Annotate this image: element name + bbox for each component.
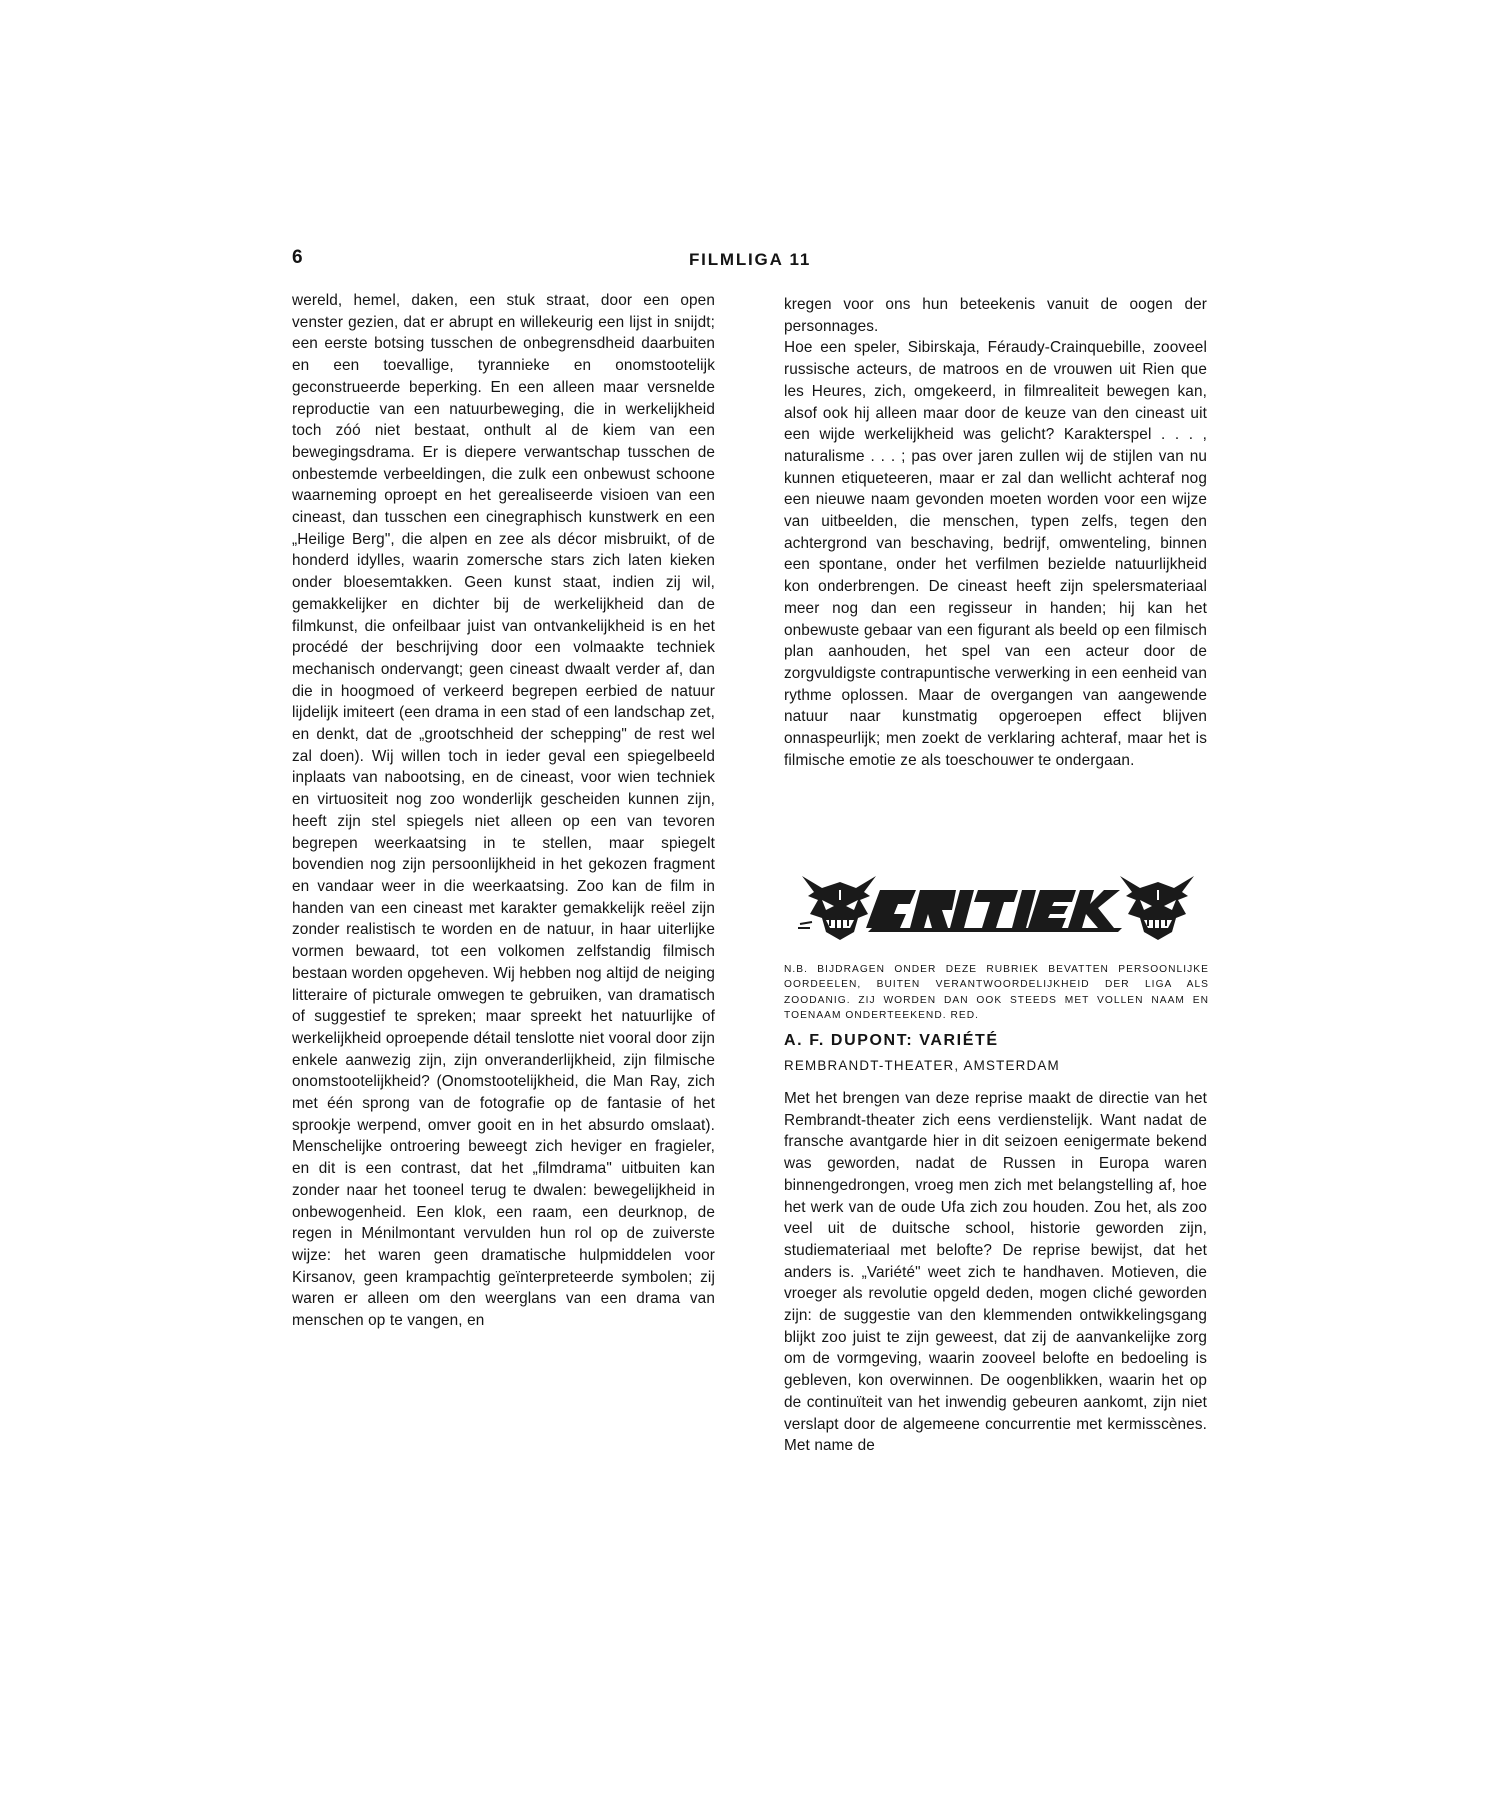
critiek-lettering	[866, 890, 1122, 932]
critiek-banner-graphic	[796, 870, 1194, 946]
right-column-continuation: kregen voor ons hun beteekenis vanuit de oogen der personnages.	[784, 296, 1207, 335]
left-column	[292, 290, 715, 1332]
dragon-mask-icon	[1120, 876, 1194, 940]
right-column-paragraph: Hoe een speler, Sibirskaja, Féraudy-Crainquebille, zooveel russische acteurs, de matroos en de vrouwen uit Rien que les Heures, zich, omgekeerd, in filmrealiteit bewegen kan, alsof ook hij alleen maar door de keuze van den cineast uit een wijde werkelijkheid was gelicht? Karakterspel . . . , naturalisme . . . ; pas over jaren zullen wij de stijlen van nu kunnen etiqueteeren, maar er zal dan wellicht achteraf nog een nieuwe naam gevonden moeten worden voor een wijze van uitbeelden, die menschen, typen zelfs, tegen den achtergrond van beschaving, bedrijf, omwenteling, binnen een spontane, onder het verfilmen bezielde natuurlijkheid kon onderbrengen. De cineast heeft zijn spelersmateriaal meer nog dan een regisseur in handen; hij kan het onbewuste gebaar van een figurant als beeld op een filmisch plan aanhouden, het spel van een acteur door de zorgvuldigste contrapuntische verwerking in een eenheid van rythme oplossen. Maar de overgangen van aangewende natuur naar kunstmatig opgeroepen effect blijven onnaspeurlijk; men zoekt de verklaring achteraf, maar het is filmische emotie ze als toeschouwer te ondergaan.	[784, 339, 1207, 769]
review-venue: REMBRANDT-THEATER, AMSTERDAM	[784, 1058, 1060, 1073]
review-body	[784, 1088, 1207, 1457]
dragon-mask-icon	[798, 876, 876, 940]
review-title: A. F. DUPONT: VARIÉTÉ	[784, 1032, 999, 1049]
review-body-text: Met het brengen van deze reprise maakt de directie van het Rembrandt-theater zich eens verdienstelijk. Want nadat de fransche avantgarde hier in dit seizoen eenigermate bekend was geworden, nadat de Russen in Europa waren binnengedrongen, vroeg men zich met belangstelling af, hoe het werk van de oude Ufa zich zou houden. Zou het, als zoo veel uit de duitsche school, historie geworden zijn, studiemateriaal met belofte? De reprise bewijst, dat het anders is. „Variété" weet zich te handhaven. Motieven, die vroeger als revolutie opgeld deden, mogen cliché geworden zijn: de suggestie van den klemmenden ontwikkelingsgang blijkt zoo juist te zijn geweest, dat zij de aanvankelijke zorg om de vormgeving, waarin zooveel belofte en bedoeling is gebleven, kon overwinnen. De oogenblikken, waarin het op de continuïteit van het inwendig gebeuren aankomt, zijn niet verslapt door de algemeene concurrentie met kermisscènes. Met name de	[784, 1090, 1207, 1455]
left-column-text: wereld, hemel, daken, een stuk straat, door een open venster gezien, dat er abrupt en willekeurig een lijst in snijdt; een eerste botsing tusschen de onbegrensdheid daarbuiten en een toevallige, tyrannieke en onomstootelijk geconstrueerde beperking. En een alleen maar versnelde reproductie van een natuurbeweging, die in werkelijkheid toch zóó niet bestaat, onthult al de kiem van een bewegingsdrama. Er is diepere verwantschap tusschen de onbestemde verbeeldingen, die zulk een onbewust schoone waarneming oproept en het gerealiseerde visioen van een cineast, dan tusschen een cinegraphisch kunstwerk en een „Heilige Berg", die alpen en zee als décor misbruikt, of de honderd idylles, waarin zomersche stars zich laten kieken onder bloesemtakken. Geen kunst staat, indien zij wil, gemakkelijker en dichter bij de werkelijkheid dan de filmkunst, die onfeilbaar juist van ontvankelijkheid is en het procédé der beschrijving door een volmaakte techniek mechanisch ondervangt; geen cineast dwaalt verder af, dan die in hoogmoed of verkeerd begrepen eerbied de natuur lijdelijk imiteert (een drama in een stad of een landschap zet, en denkt, dat de „grootschheid der schepping" de rest wel zal doen). Wij willen toch in ieder geval een spiegelbeeld inplaats van nabootsing, en de cineast, voor wien techniek en virtuositeit nog zoo wonderlijk gescheiden kunnen zijn, heeft zijn stel spiegels niet alleen op een van tevoren begrepen weerkaatsing in te stellen, maar spiegelt bovendien nog zijn persoonlijkheid in het gekozen fragment en vandaar weer in die weerkaatsing. Zoo kan de film in handen van een cineast met karakter gemakkelijk reëel zijn zonder realistisch te worden en de natuur, in haar uiterlijke vormen bewaard, tot een volkomen zelfstandig filmisch bestaan worden opgeheven. Wij hebben nog altijd de neiging litteraire of picturale omwegen te gebruiken, van dramatisch of suggestief te spreken; maar spreekt het natuurlijke of werkelijkheid oproepende détail tenslotte niet vooral door zijn enkele aanwezig zijn, zijn onveranderlijkheid, zijn filmische onomstootelijkheid? (Onomstootelijkheid, die Man Ray, zich met één sprong van de fotografie op de fantasie of het sprookje werpend, omver gooit en in het absurdo omslaat). Menschelijke ontroering beweegt zich heviger en fragieler, en dit is een contrast, dat het „filmdrama" uitbuiten kan zonder naar het tooneel terug te dwalen: bewegelijkheid in onbewogenheid. Een klok, een raam, een deurknop, de regen in Ménilmontant vervulden hun rol op de zuiverste wijze: het waren geen dramatische hulpmiddelen voor Kirsanov, geen krampachtig geïnterpreteerde symbolen; zij waren er alleen om den weerglans van een drama van menschen op te vangen, en	[292, 292, 715, 1330]
running-head: FILMLIGA 11	[689, 250, 812, 269]
rubric-note: N.B. BIJDRAGEN ONDER DEZE RUBRIEK BEVATTEN PERSOONLIJKE OORDEELEN, BUITEN VERANTWOORDELIJKHEID DER LIGA ALS ZOODANIG. ZIJ WORDEN DAN OOK STEEDS MET VOLLEN NAAM EN TOENAAM ONDERTEEKEND. RED.	[784, 964, 1209, 1022]
page-number: 6	[292, 247, 304, 268]
critiek-banner	[796, 870, 1194, 946]
right-column	[784, 294, 1207, 771]
